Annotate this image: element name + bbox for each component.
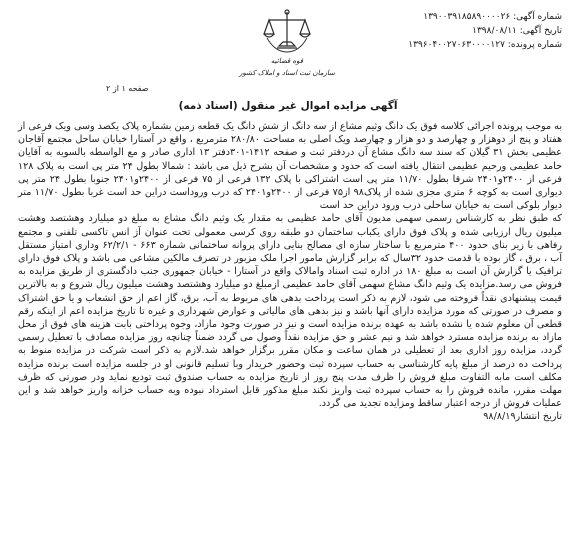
publication-date: تاریخ انتشار۹۸/۸/۱۹ bbox=[483, 411, 562, 423]
notice-title: آگهی مزایده اموال غیر منقول (اسناد ذمه) bbox=[178, 100, 398, 112]
file-number: شماره پرونده: ۱۳۹۶۰۴۰۰۲۷۰۶۳۰۰۰۰۱۲۷ bbox=[408, 40, 562, 50]
judiciary-emblem bbox=[232, 8, 342, 88]
scales-of-justice-icon bbox=[261, 8, 313, 54]
notice-body bbox=[18, 120, 562, 424]
notice-number: شماره آگهی: ۱۳۹۰۰۳۹۱۸۵۸۹۰۰۰۰۲۶ bbox=[423, 12, 562, 22]
paragraph-property-description: به موجب پرونده اجرائی کلاسه فوق یک دانگ وثیم مشاع از سه دانگ از شش دانگ یک قطعه زمین بشماره پلاک یکصد وسی ویک فرعی از هفتاد و پنج از دوهزار و چهارصد و دو هزار و چهارصد ویک اصلی به مساحت ۲۸۰/۸۰ مترمربع ، واقع در آستارا خیابان ساحل مجتمع آقاجان عظیمی بخش ۳۱ گیلان که سند سه دانگ مشاع آن دردفتر ثبت و صفحه ۱۴۱۲-۳۰۱دفتر ۱۳ اداری صادر و مع الواسطه بالسویه به آقایان حامد عظیمی ورحیم عظیمی انتقال یافته است که حدود و مشخصات آن بشرح ذیل می باشد : شمالا بطول ۲۴ متر پی است به پلاک ۱۲۸ فرعی از ۲۴۰۰و۲۴۰۱ شرقا بطول ۱۱/۷۰ متر پی است اشتراکی با پلاک ۱۳۲ فرعی از ۷۵ فرعی از ۲۴۰۰و۲۴۰۱ جنوبا بطول ۲۴ متر پی دیواری است به کوچه ۶ متری مجزی شده از پلاک۹۸ از۷۵ فرعی از ۲۴۰۰و۲۴۰۱ که درب وروداست دراین حد است غربا بطول ۱۱/۷۰ متر دیوار بلوکی است به خیابان ساحلی درب ورود دراین حد است bbox=[18, 121, 563, 212]
notice-date: تاریخ آگهی: ۱۳۹۸/۰۸/۱۱ bbox=[472, 26, 562, 36]
notice-meta bbox=[342, 10, 562, 52]
emblem-caption-judiciary: قوه قضائیه bbox=[270, 57, 304, 65]
paragraph-auction-terms: که طبق نظر به کارشناس رسمی سهمی مدیون آقای حامد عظیمی به مقدار یک وثیم دانگ مشاع به مبلغ دو میلیارد وهشتصد وهشت میلیون ریال ارزیابی شده و پلاک فوق دارای یکباب ساختمان دو طبقه روی کرسی معمولی تحت عنوان آژ انس تاکسی تلفنی و مجتمع رفاهی با زیر بنای حدود ۴۰۰ مترمربع با ساختار سازه ای مصالح بنایی دارای پروانه ساختمانی شماره ۶۶۳ - ۶۲/۲/۱ وداری امتیاز مستقل آب ، برق ، گاز بوده با قدمت حدود ۳۲سال که برابر گزارش مامور اجرا ملک مزبور در تصرف مالکین مشاعی می باشد و پلاک فوق دارای ترافیک یا گزارش آن است به مبلغ ۱۸۰ در اداره ثبت اسناد وامالاک واقع در آستارا - خیابان جمهوری جنب دادگستری از طریق مزایده به فروش می رسد.مزایده یک وثیم دانگ مشاع سهمی آقای حامد عظیمی ازمبلغ دو میلیارد وهشتصد وهشت میلیون ریال شروع و به بالاترین قیمت پیشنهادی نقداً فروخته می شود، لازم به ذکر است پرداخت بدهی های مربوط به آب، برق، گاز اعم از حق انشعاب و یا حق اشتراک و مصرف در صورتی که مورد مزایده دارای آنها باشد و نیز بدهی های مالیاتی و عوارض شهرداری و غیره تا تاریخ مزایده اعم از اینکه رقم قطعی آن معلوم شده یا نشده باشد به عهده برنده مزایده است و نیز در صورت وجود مازاد، وجوه پرداختی بابت هزینه های فوق از محل مازاد به برنده مزایده مسترد خواهد شد و نیم عشر و حق مزایده نقداً وصول می گردد ضمناً چنانچه روز مزایده مصادف با تعطیل رسمی گردد، مزایده روز اداری بعد از تعطیلی در همان ساعت و مکان مقرر برگزار خواهد شد.لازم به ذکر است شرکت در مزایده منوط به پرداخت ده درصد از مبلغ پایه کارشناسی به حساب سپرده ثبت وحضور خریدار وبا تسلیم قانونی او در جلسه مزایده است برنده مزایده مکلف است مابه التفاوت مبلغ فروش را ظرف مدت پنج روز از تاریخ مزایده به حساب صندوق ثبت تودیع نماید ودر صورتی که ظرف مهلت مقرر، مانده فروش را به حساب سپرده ثبت واریز نکند مبلغ مذکور قابل استرداد نبوده وبه حساب خزانه واریز خواهد شد و این عملیات فروش از درجه اعتبار ساقط ومزایده تجدید می گردد. bbox=[18, 213, 563, 410]
emblem-caption-organization: سازمان ثبت اسناد و املاک کشور bbox=[239, 69, 335, 77]
page-number: صفحه ۱ از ۲ bbox=[106, 84, 149, 93]
